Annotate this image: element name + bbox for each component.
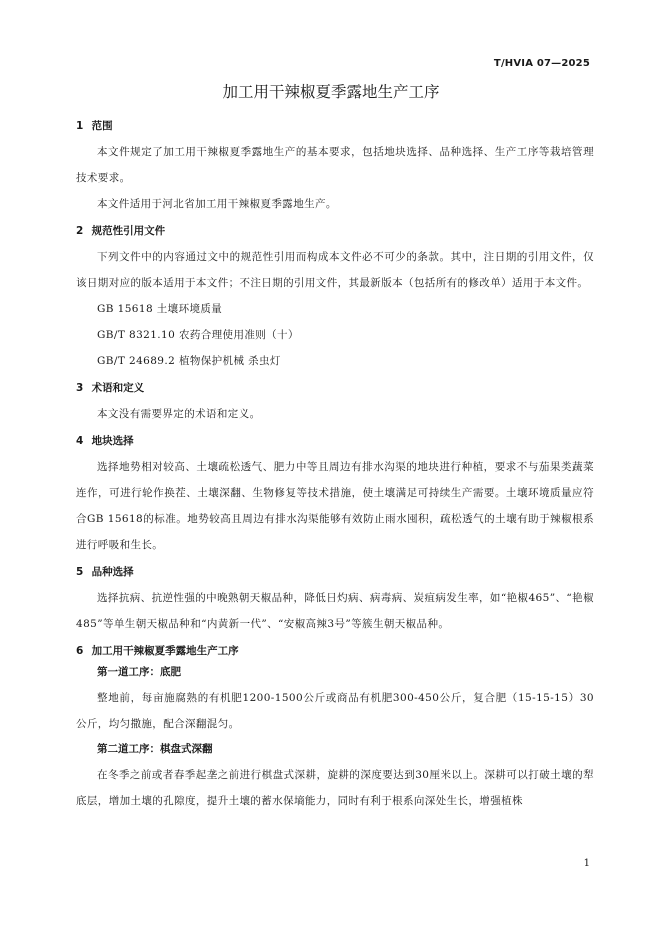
paragraph: 整地前，每亩施腐熟的有机肥1200-1500公斤或商品有机肥300-450公斤，复合肥（15-15-15）30公斤，均匀撒施，配合深翻混匀。	[76, 692, 594, 730]
section-number: 3	[76, 382, 84, 394]
section-number: 2	[76, 225, 84, 237]
section-title: 地块选择	[91, 435, 134, 447]
section-heading	[76, 223, 594, 239]
reference-item: GB 15618 土壤环境质量	[97, 303, 223, 315]
section-number: 1	[76, 120, 84, 132]
page-number: 1	[583, 858, 590, 869]
reference-item: GB/T 8321.10 农药合理使用准则（十）	[97, 329, 299, 341]
section-title: 加工用干辣椒夏季露地生产工序	[91, 645, 239, 657]
paragraph: 下列文件中的内容通过文中的规范性引用而构成本文件必不可少的条款。其中，注日期的引用文件，仅该日期对应的版本适用于本文件；不注日期的引用文件，其最新版本（包括所有的修改单）适用于本文件。	[76, 251, 594, 289]
section-title: 范围	[91, 120, 113, 132]
section-number: 5	[76, 566, 84, 578]
subsection-heading: 第二道工序：棋盘式深翻	[97, 743, 213, 755]
section-title: 规范性引用文件	[91, 225, 166, 237]
paragraph: 选择地势相对较高、土壤疏松透气、肥力中等且周边有排水沟渠的地块进行种植，要求不与茄果类蔬菜连作，可进行轮作换茬、土壤深翻、生物修复等技术措施，使土壤满足可持续生产需要。土壤环境质量应符合GB 15618的标准。地势较高且周边有排水沟渠能够有效防止雨水囤积，疏松透气的土壤有助于辣椒根系进行呼吸和生长。	[76, 461, 594, 551]
section-number: 4	[76, 435, 84, 447]
subsection-heading: 第一道工序：底肥	[97, 666, 181, 678]
paragraph: 在冬季之前或者春季起垄之前进行棋盘式深耕，旋耕的深度要达到30厘米以上。深耕可以打破土壤的犁底层，增加土壤的孔隙度，提升土壤的蓄水保墒能力，同时有利于根系向深处生长，增强植株	[76, 769, 594, 807]
section-heading	[76, 380, 594, 396]
section-heading	[76, 564, 594, 580]
reference-item: GB/T 24689.2 植物保护机械 杀虫灯	[97, 355, 281, 367]
section-number: 6	[76, 645, 84, 657]
section-title: 术语和定义	[91, 382, 145, 394]
document-body	[76, 112, 594, 814]
document-title: 加工用干辣椒夏季露地生产工序	[222, 83, 440, 101]
standard-code: T/HVIA 07—2025	[493, 58, 590, 69]
section-heading	[76, 118, 594, 134]
paragraph: 选择抗病、抗逆性强的中晚熟朝天椒品种，降低日灼病、病毒病、炭疽病发生率，如“艳椒465”、“艳椒485”等单生朝天椒品种和“内黄新一代”、“安椒高辣3号”等簇生朝天椒品种。	[76, 592, 594, 630]
paragraph: 本文件适用于河北省加工用干辣椒夏季露地生产。	[97, 198, 337, 210]
paragraph: 本文没有需要界定的术语和定义。	[97, 408, 261, 420]
section-heading	[76, 433, 594, 449]
paragraph: 本文件规定了加工用干辣椒夏季露地生产的基本要求，包括地块选择、品种选择、生产工序等栽培管理技术要求。	[76, 146, 594, 184]
section-heading	[76, 643, 594, 659]
section-title: 品种选择	[91, 566, 134, 578]
